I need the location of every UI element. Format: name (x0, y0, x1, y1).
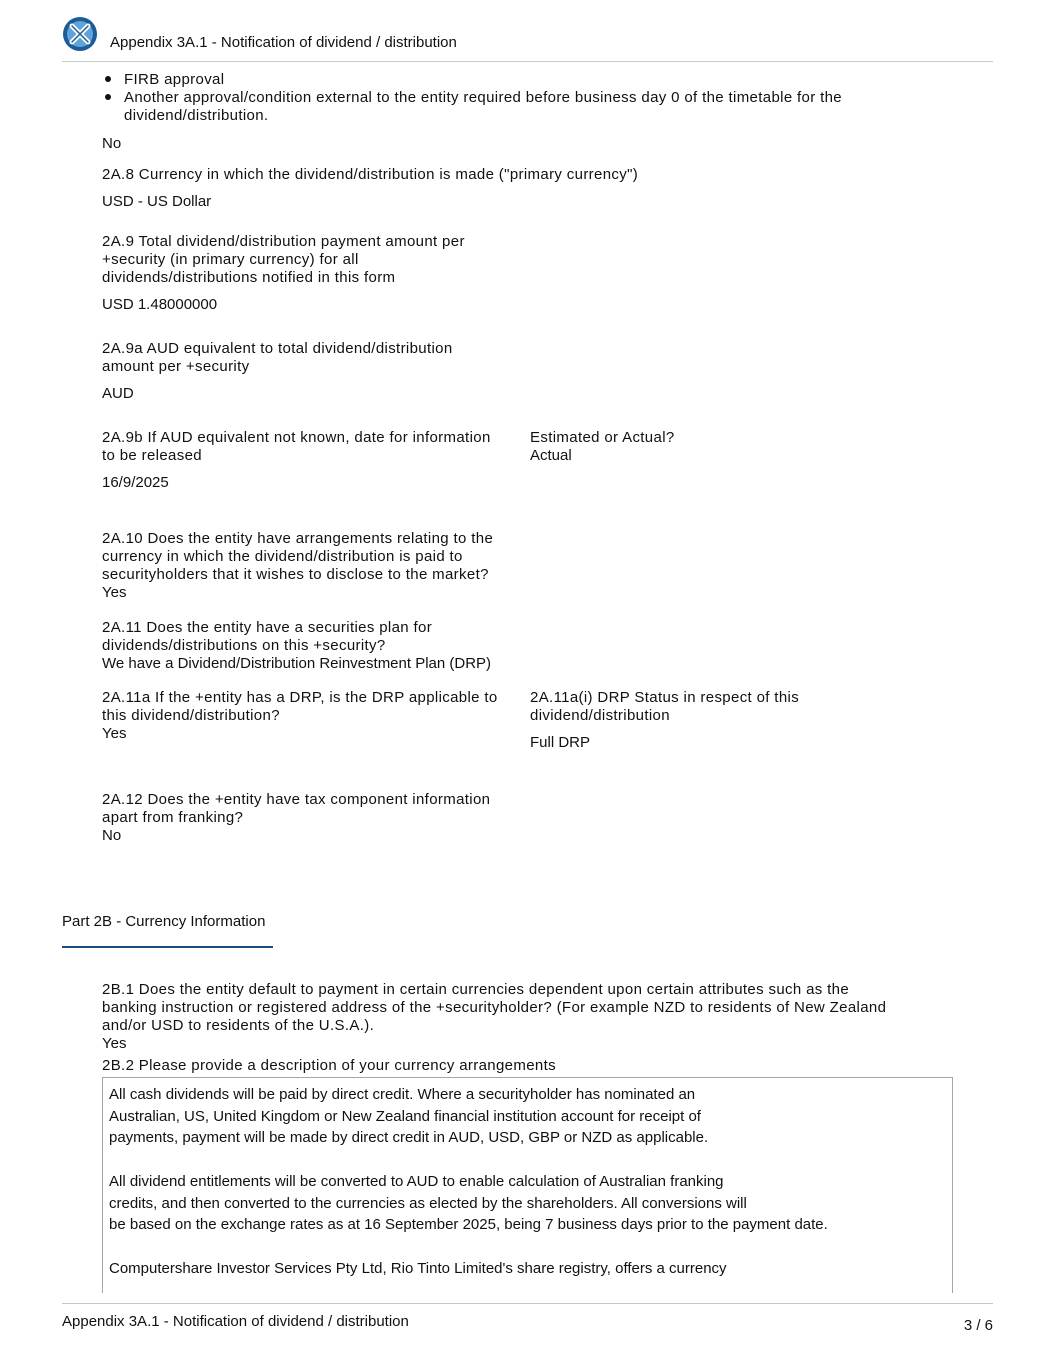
footer-divider (62, 1303, 993, 1304)
q2a9a-question: 2A.9a AUD equivalent to total dividend/distribution amount per +security (102, 340, 453, 375)
q2a9b-question: 2A.9b If AUD equivalent not known, date for information to be released (102, 429, 491, 464)
textarea-line: Computershare Investor Services Pty Ltd, Rio Tinto Limited's share registry, offers a currency (109, 1259, 727, 1277)
part-2b-underline (62, 946, 273, 948)
q2a9-question: 2A.9 Total dividend/distribution payment amount per +security (in primary currency) for all dividends/distributions notified in this form (102, 233, 465, 286)
q2a11-answer: We have a Dividend/Distribution Reinvestment Plan (DRP) (102, 655, 492, 672)
textarea-line: Australian, US, United Kingdom or New Zealand financial institution account for receipt of (109, 1107, 701, 1125)
q2b1-question: 2B.1 Does the entity default to payment in certain currencies dependent upon certain attributes such as the banking instruction or registered address of the +securityholder? (For example NZD to residents of New Zealand and/or USD to residents of the U.S.A.). (102, 981, 887, 1034)
asx-logo (63, 17, 97, 51)
header-divider (62, 61, 993, 62)
header-title: Appendix 3A.1 - Notification of dividend / distribution (110, 34, 457, 51)
q2b2-question: 2B.2 Please provide a description of your currency arrangements (102, 1057, 556, 1074)
bullet-item: FIRB approval (102, 71, 922, 89)
q2a11-question: 2A.11 Does the entity have a securities plan for dividends/distributions on this +security? (102, 619, 433, 654)
q2a12-answer: No (102, 827, 122, 844)
q2a9a-answer: AUD (102, 385, 134, 402)
textarea-line: be based on the exchange rates as at 16 September 2025, being 7 business days prior to the payment date. (109, 1216, 828, 1234)
textarea-line: credits, and then converted to the currencies as elected by the shareholders. All conversions will (109, 1194, 747, 1212)
q2a9b-answer: 16/9/2025 (102, 474, 169, 491)
q2a9-answer: USD 1.48000000 (102, 296, 218, 313)
part-2b-title: Part 2B - Currency Information (62, 913, 266, 930)
estimated-or-actual-question: Estimated or Actual? (530, 429, 675, 446)
q2a8-question: 2A.8 Currency in which the dividend/distribution is made ("primary currency") (102, 166, 639, 183)
bullet-item: Another approval/condition external to the entity required before business day 0 of the timetable for the dividend/distribution. (102, 89, 922, 125)
q2b1-answer: Yes (102, 1035, 127, 1052)
textarea-line: All dividend entitlements will be converted to AUD to enable calculation of Australian franking (109, 1172, 724, 1190)
q2a10-answer: Yes (102, 584, 127, 601)
footer-title: Appendix 3A.1 - Notification of dividend / distribution (62, 1313, 409, 1330)
q2a12-question: 2A.12 Does the +entity have tax component information apart from franking? (102, 791, 491, 826)
page-number: 3 / 6 (963, 1317, 993, 1334)
q2a8-answer: USD - US Dollar (102, 193, 212, 210)
q2a11a-question: 2A.11a If the +entity has a DRP, is the DRP applicable to this dividend/distribution? (102, 689, 498, 724)
estimated-or-actual-answer: Actual (530, 447, 572, 464)
q2a10-question: 2A.10 Does the entity have arrangements relating to the currency in which the dividend/distribution is paid to securityholders that it wishes to disclose to the market? (102, 530, 494, 583)
textarea-blank-line (109, 1149, 952, 1171)
textarea-line: All cash dividends will be paid by direct credit. Where a securityholder has nominated an (109, 1086, 696, 1103)
approval-bullet-list (102, 71, 922, 125)
currency-arrangements-textarea[interactable] (102, 1077, 953, 1293)
textarea-line: payments, payment will be made by direct credit in AUD, USD, GBP or NZD as applicable. (109, 1129, 709, 1147)
q2a11a-answer: Yes (102, 725, 127, 742)
textarea-blank-line (109, 1236, 952, 1258)
approval-answer: No (102, 135, 122, 152)
q2a11ai-answer: Full DRP (530, 734, 591, 751)
q2a11ai-question: 2A.11a(i) DRP Status in respect of this dividend/distribution (530, 689, 800, 724)
